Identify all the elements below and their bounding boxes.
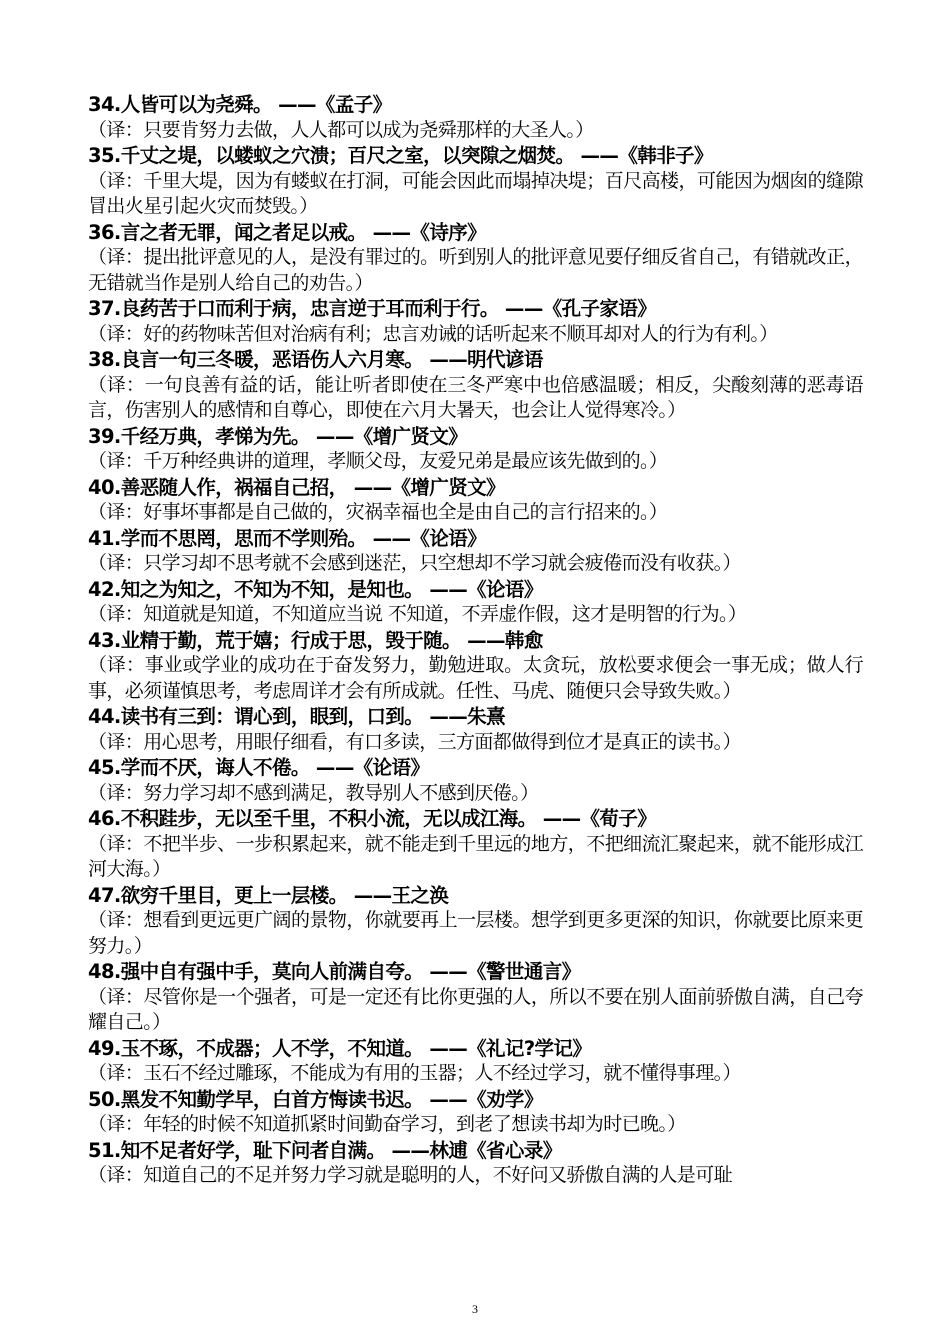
translation-text: （译：用心思考，用眼仔细看，有口多读，三方面都做得到位才是真正的读书。）	[88, 730, 741, 753]
quote-line: 44.读书有三到：谓心到，眼到，口到。 ——朱熹	[88, 705, 505, 728]
entry-35	[88, 143, 863, 220]
quote-line: 49.玉不琢，不成器；人不学，不知道。 ——《礼记?学记》	[88, 1036, 592, 1060]
entry-51	[88, 1138, 863, 1189]
translation-text: （译：知道自己的不足并努力学习就是聪明的人，不好问又骄傲自满的人是可耻	[88, 1164, 733, 1186]
entry-47	[88, 883, 863, 960]
translation-text: （译：玉石不经过雕琢，不能成为有用的玉器；人不经过学习，就不懂得事理。）	[88, 1062, 741, 1084]
quote-line: 42.知之为知之，不知为不知，是知也。 ——《论语》	[88, 577, 543, 601]
quote-line: 47.欲穷千里目，更上一层楼。 ——王之涣	[88, 883, 449, 907]
quote-line: 34.人皆可以为尧舜。 ——《孟子》	[88, 93, 392, 116]
entry-38	[88, 347, 863, 424]
page-number: 3	[472, 1302, 478, 1316]
entry-41	[88, 526, 863, 577]
translation-text: （译：一句良善有益的话，能让听者即使在三冬严寒中也倍感温暖；相反，尖酸刻薄的恶毒语言，伤害别人的感情和自尊心，即使在六月大暑天，也会让人觉得寒冷。）	[88, 373, 863, 421]
entry-48	[88, 959, 863, 1036]
translation-text: （译：知道就是知道，不知道应当说 不知道，不弄虚作假，这才是明智的行为。）	[88, 603, 747, 625]
entry-44	[88, 704, 863, 755]
quote-line: 51.知不足者好学，耻下问者自满。 ——林逋《省心录》	[88, 1138, 562, 1162]
translation-text: （译：只学习却不思考就不会感到迷茫，只空想却不学习就会疲倦而没有收获。）	[88, 552, 741, 574]
quote-line: 43.业精于勤，荒于嬉；行成于思，毁于随。 ——韩愈	[88, 628, 543, 652]
entry-45	[88, 755, 863, 806]
entry-43	[88, 628, 863, 705]
translation-text: （译：努力学习却不感到满足，教导别人不感到厌倦。）	[88, 781, 539, 804]
quote-line: 38.良言一句三冬暖，恶语伤人六月寒。 ——明代谚语	[88, 348, 543, 371]
quote-line: 36.言之者无罪，闻之者足以戒。 ——《诗序》	[88, 220, 487, 244]
translation-text: （译：不把半步、一步积累起来，就不能走到千里远的地方，不把细流汇聚起来，就不能形成江河大海。）	[88, 832, 863, 880]
quote-line: 40.善恶随人作，祸福自己招， ——《增广贤文》	[88, 475, 505, 499]
translation-text: （译：事业或学业的成功在于奋发努力，勤勉进取。太贪玩，放松要求便会一事无成；做人行事，必须谨慎思考，考虑周详才会有所成就。任性、马虎、随便只会导致失败。）	[88, 654, 863, 702]
translation-text: （译：只要肯努力去做，人人都可以成为尧舜那样的大圣人。）	[88, 118, 594, 141]
quote-line: 48.强中自有强中手，莫向人前满自夸。 ——《警世通言》	[88, 960, 581, 983]
entry-34	[88, 92, 863, 143]
quote-line: 50.黑发不知勤学早，白首方悔读书迟。 ——《劝学》	[88, 1087, 543, 1111]
translation-text: （译：好事坏事都是自己做的，灾祸幸福也全是由自己的言行招来的。）	[88, 501, 668, 523]
translation-text: （译：年轻的时候不知道抓紧时间勤奋学习，到老了想读书却为时已晚。）	[88, 1113, 686, 1135]
entry-50	[88, 1087, 863, 1138]
translation-text: （译：千里大堤，因为有蝼蚁在打洞，可能会因此而塌掉决堤；百尺高楼，可能因为烟囱的缝隙冒出火星引起火灾而焚毁。）	[88, 169, 863, 217]
quote-line: 46.不积跬步，无以至千里，不积小流，无以成江海。 ——《荀子》	[88, 807, 657, 830]
document-page	[88, 92, 863, 1189]
translation-text: （译：好的药物味苦但对治病有利；忠言劝诫的话听起来不顺耳却对人的行为有利。）	[88, 322, 778, 345]
quote-line: 35.千丈之堤，以蝼蚁之穴溃；百尺之室，以突隙之烟焚。 ——《韩非子》	[88, 144, 713, 167]
entry-49	[88, 1036, 863, 1087]
entry-42	[88, 577, 863, 628]
entry-40	[88, 475, 863, 526]
entry-46	[88, 806, 863, 883]
translation-text: （译：尽管你是一个强者，可是一定还有比你更强的人，所以不要在别人面前骄傲自满，自己夸耀自己。）	[88, 985, 863, 1033]
quote-line: 45.学而不厌，诲人不倦。 ——《论语》	[88, 756, 430, 779]
quote-line: 37.良药苦于口而利于病，忠言逆于耳而利于行。 ——《孔子家语》	[88, 297, 657, 320]
quote-line: 41.学而不思罔，思而不学则殆。 ——《论语》	[88, 526, 487, 550]
entry-36	[88, 220, 863, 297]
translation-text: （译：提出批评意见的人，是没有罪过的。听到别人的批评意见要仔细反省自己，有错就改正，无错就当作是别人给自己的劝告。）	[88, 246, 863, 294]
translation-text: （译：想看到更远更广阔的景物，你就要再上一层楼。想学到更多更深的知识，你就要比原来更努力。）	[88, 909, 863, 957]
translation-text: （译：千万种经典讲的道理，孝顺父母，友爱兄弟是最应该先做到的。）	[88, 450, 668, 472]
quote-line: 39.千经万典，孝悌为先。 ——《增广贤文》	[88, 424, 468, 448]
entry-37	[88, 296, 863, 347]
entry-39	[88, 424, 863, 475]
